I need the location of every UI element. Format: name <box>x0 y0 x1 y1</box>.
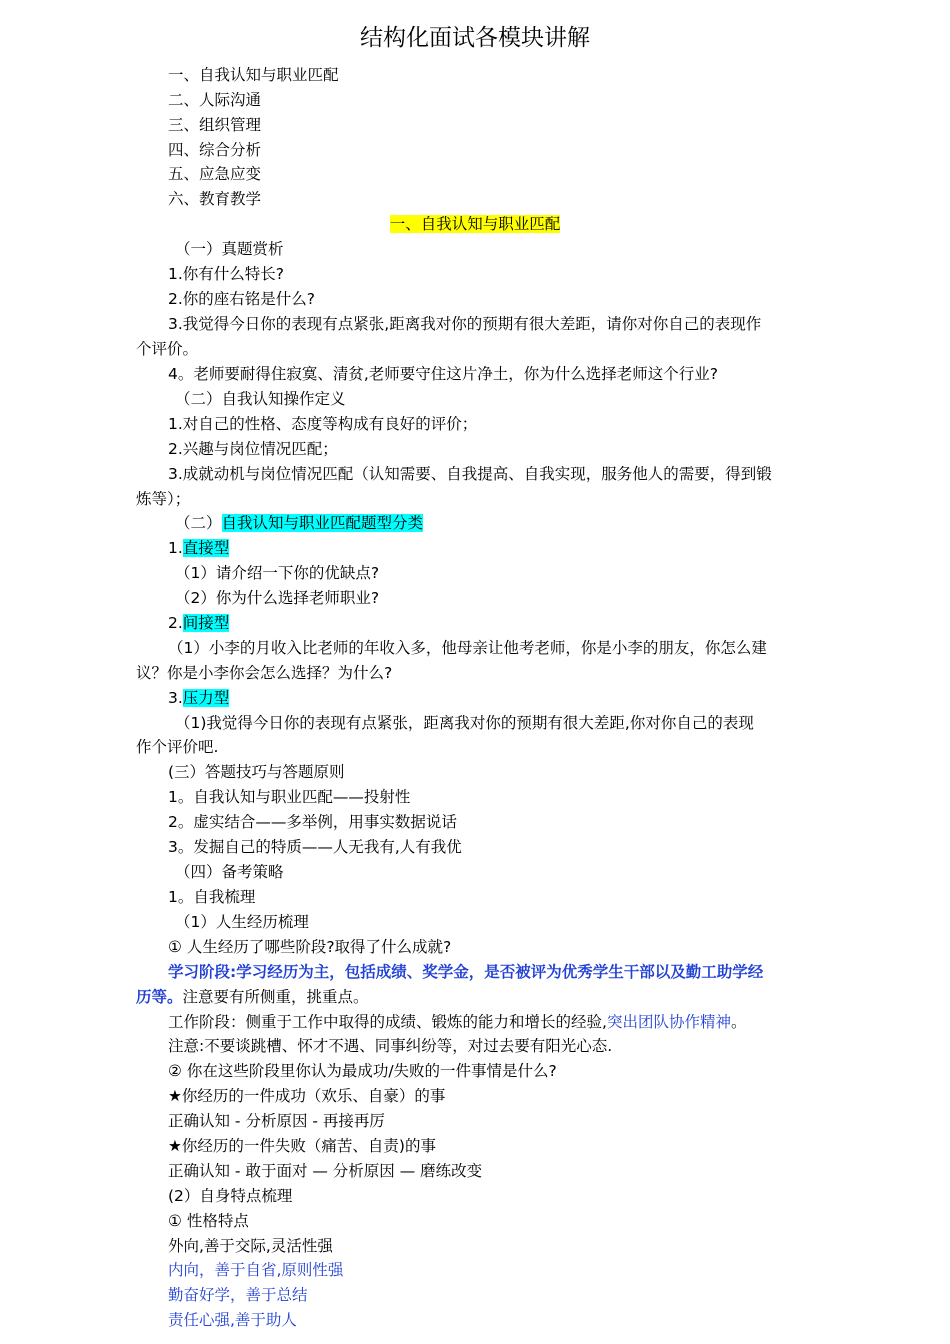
definition-line: 3.成就动机与岗位情况匹配（认知需要、自我提高、自我实现，服务他人的需要，得到锻 <box>168 465 772 483</box>
toc-item-2: 二、人际沟通 <box>168 91 262 109</box>
study-stage-note: 注意要有所侧重，挑重点。 <box>182 988 369 1006</box>
question-line: 4。老师要耐得住寂寞、清贫,老师要守住这片净土，你为什么选择老师这个行业? <box>168 365 719 383</box>
rule-line: 2。虚实结合——多举例，用事实数据说话 <box>168 813 457 831</box>
strategy-line: （1）人生经历梳理 <box>175 913 309 931</box>
section-heading-text: 一、自我认知与职业匹配 <box>389 215 561 233</box>
type-heading <box>168 611 229 636</box>
question-line-cont: 个评价。 <box>136 340 199 358</box>
trait-line: 勤奋好学，善于总结 <box>168 1286 308 1304</box>
subsection-title: (三）答题技巧与答题原则 <box>168 763 345 781</box>
question-line: （2）你为什么选择老师职业? <box>175 589 380 607</box>
question-line: 2.你的座右铭是什么? <box>168 290 316 308</box>
type-number: 1. <box>168 539 183 557</box>
trait-line: 责任心强,善于助人 <box>168 1311 297 1329</box>
type-label: 压力型 <box>182 689 230 707</box>
question-line-cont: 议？你是小李你会怎么选择？为什么? <box>136 664 393 682</box>
toc-item-4: 四、综合分析 <box>168 141 262 159</box>
work-stage-line <box>168 1010 746 1035</box>
section-heading <box>0 212 950 237</box>
study-stage-line-cont <box>136 985 369 1010</box>
type-heading <box>168 536 229 561</box>
type-heading <box>168 686 229 711</box>
subsection-title: （一）真题赏析 <box>175 240 284 258</box>
definition-line: 2.兴趣与岗位情况匹配； <box>168 440 338 458</box>
success-line: ★你经历的一件成功（欢乐、自豪）的事 <box>168 1087 446 1105</box>
subsection-prefix: （二） <box>175 514 222 532</box>
toc-item-5: 五、应急应变 <box>168 165 262 183</box>
definition-line-cont: 炼等）； <box>136 490 191 508</box>
failure-line: ★你经历的一件失败（痛苦、自责)的事 <box>168 1137 436 1155</box>
toc-item-6: 六、教育教学 <box>168 190 262 208</box>
strategy-question: ① 人生经历了哪些阶段?取得了什么成就? <box>168 938 452 956</box>
strategy-line: 1。自我梳理 <box>168 888 256 906</box>
work-stage-highlight: 突出团队协作精神 <box>606 1013 731 1031</box>
question-line-cont: 作个评价吧. <box>136 738 219 756</box>
strategy-question: ② 你在这些阶段里你认为最成功/失败的一件事情是什么? <box>168 1062 557 1080</box>
document-title: 结构化面试各模块讲解 <box>360 25 590 51</box>
question-line: 3.我觉得今日你的表现有点紧张,距离我对你的预期有很大差距，请你对你自己的表现作 <box>168 315 762 333</box>
subsection-title <box>175 511 423 536</box>
type-label: 间接型 <box>182 614 230 632</box>
study-stage-end: 历等。 <box>136 988 183 1006</box>
toc-item-3: 三、组织管理 <box>168 116 262 134</box>
failure-steps: 正确认知 - 敢于面对 — 分析原因 — 磨练改变 <box>168 1162 483 1180</box>
subsection-title: （四）备考策略 <box>175 863 284 881</box>
question-line: （1）请介绍一下你的优缺点? <box>175 564 380 582</box>
rule-line: 3。发掘自己的特质——人无我有,人有我优 <box>168 838 462 856</box>
strategy-question: ① 性格特点 <box>168 1212 249 1230</box>
subsection-title: （二）自我认知操作定义 <box>175 390 346 408</box>
toc-item-1: 一、自我认知与职业匹配 <box>168 66 339 84</box>
study-stage-line: 学习阶段:学习经历为主，包括成绩、奖学金，是否被评为优秀学生干部以及勤工助学经 <box>168 963 764 981</box>
type-number: 3. <box>168 689 183 707</box>
type-number: 2. <box>168 614 183 632</box>
work-stage-end: 。 <box>730 1013 747 1031</box>
definition-line: 1.对自己的性格、态度等构成有良好的评价； <box>168 415 478 433</box>
work-stage-text: 工作阶段：侧重于工作中取得的成绩、锻炼的能力和增长的经验, <box>168 1013 607 1031</box>
question-line: 1.你有什么特长? <box>168 265 285 283</box>
rule-line: 1。自我认知与职业匹配——投射性 <box>168 788 411 806</box>
subsection-highlight: 自我认知与职业匹配题型分类 <box>221 514 424 532</box>
strategy-line: (2）自身特点梳理 <box>168 1187 293 1205</box>
question-line: （1）小李的月收入比老师的年收入多，他母亲让他考老师，你是小李的朋友，你怎么建 <box>168 639 767 657</box>
type-label: 直接型 <box>182 539 230 557</box>
trait-line: 外向,善于交际,灵活性强 <box>168 1237 333 1255</box>
note-line: 注意:不要谈跳槽、怀才不遇、同事纠纷等，对过去要有阳光心态. <box>168 1037 613 1055</box>
question-line: （1)我觉得今日你的表现有点紧张，距离我对你的预期有很大差距,你对你自己的表现 <box>175 714 754 732</box>
success-steps: 正确认知 - 分析原因 - 再接再厉 <box>168 1112 385 1130</box>
trait-line: 内向，善于自省,原则性强 <box>168 1261 344 1279</box>
